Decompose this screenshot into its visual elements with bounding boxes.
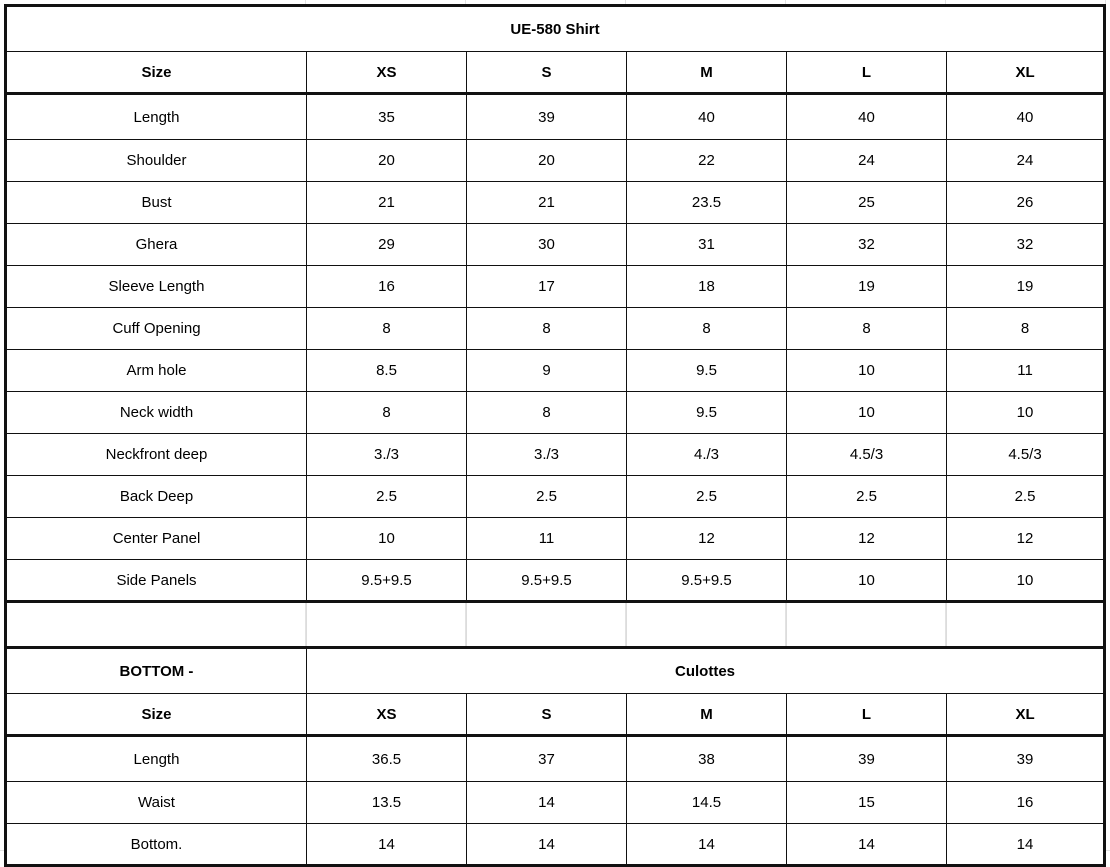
bottom-label: BOTTOM - [6,648,307,694]
measurement-value: 10 [947,560,1105,602]
measurement-value: 16 [947,782,1105,824]
measurement-value: 13.5 [307,782,467,824]
measurement-value: 9.5 [627,392,787,434]
measurement-label: Arm hole [6,350,307,392]
bottom-type: Culottes [307,648,1105,694]
measurement-value: 3./3 [467,434,627,476]
bottom-size-header-row [6,694,1105,736]
measurement-row [6,518,1105,560]
empty-cell [787,602,947,648]
measurement-value: 21 [467,182,627,224]
measurement-value: 8 [467,392,627,434]
measurement-value: 14 [947,824,1105,866]
measurement-value: 40 [627,94,787,140]
measurement-value: 4.5/3 [787,434,947,476]
size-header-cell: M [627,52,787,94]
size-header-row [6,52,1105,94]
measurement-label: Bottom. [6,824,307,866]
measurement-row [6,266,1105,308]
chart-title: UE-580 Shirt [6,6,1105,52]
measurement-row [6,476,1105,518]
measurement-value: 30 [467,224,627,266]
size-chart-sheet [4,4,1106,867]
measurement-value: 9.5+9.5 [467,560,627,602]
measurement-value: 2.5 [307,476,467,518]
measurement-value: 8 [787,308,947,350]
bottom-section [6,648,1105,736]
measurement-value: 14 [627,824,787,866]
measurement-label: Center Panel [6,518,307,560]
measurement-label: Bust [6,182,307,224]
measurement-value: 12 [787,518,947,560]
measurement-value: 2.5 [467,476,627,518]
measurement-value: 9.5 [627,350,787,392]
measurement-value: 21 [307,182,467,224]
empty-cell [947,602,1105,648]
measurement-label: Neckfront deep [6,434,307,476]
measurement-value: 10 [307,518,467,560]
measurement-row [6,224,1105,266]
bottom-measurements [6,736,1105,866]
measurement-value: 31 [627,224,787,266]
measurement-value: 38 [627,736,787,782]
empty-cell [307,602,467,648]
measurement-value: 3./3 [307,434,467,476]
measurement-value: 19 [947,266,1105,308]
measurement-value: 23.5 [627,182,787,224]
measurement-value: 22 [627,140,787,182]
measurement-value: 14 [467,824,627,866]
measurement-value: 10 [947,392,1105,434]
size-header-cell: S [467,52,627,94]
measurement-label: Back Deep [6,476,307,518]
empty-cell [6,602,307,648]
size-header-cell: XL [947,694,1105,736]
measurement-row [6,94,1105,140]
measurement-row [6,308,1105,350]
measurement-value: 17 [467,266,627,308]
measurement-label: Shoulder [6,140,307,182]
measurement-value: 32 [947,224,1105,266]
measurement-value: 19 [787,266,947,308]
measurement-value: 14 [787,824,947,866]
size-header-cell: L [787,52,947,94]
measurement-label: Sleeve Length [6,266,307,308]
measurement-value: 20 [467,140,627,182]
spacer-row [6,602,1105,648]
size-header-label: Size [6,52,307,94]
measurement-label: Side Panels [6,560,307,602]
measurement-value: 26 [947,182,1105,224]
measurement-value: 9.5+9.5 [307,560,467,602]
bottom-title-row [6,648,1105,694]
measurement-value: 11 [467,518,627,560]
measurement-value: 37 [467,736,627,782]
measurement-label: Ghera [6,224,307,266]
measurement-value: 10 [787,350,947,392]
measurement-value: 15 [787,782,947,824]
size-header-cell: XS [307,52,467,94]
measurement-value: 8.5 [307,350,467,392]
measurement-value: 2.5 [947,476,1105,518]
measurement-value: 36.5 [307,736,467,782]
measurement-value: 24 [947,140,1105,182]
measurement-value: 12 [947,518,1105,560]
measurement-value: 39 [787,736,947,782]
size-header-cell: XL [947,52,1105,94]
size-chart-table [4,4,1106,867]
measurement-value: 11 [947,350,1105,392]
measurement-value: 8 [307,308,467,350]
measurement-value: 8 [467,308,627,350]
measurement-value: 2.5 [627,476,787,518]
measurement-row [6,736,1105,782]
measurement-value: 18 [627,266,787,308]
shirt-section [6,6,1105,94]
measurement-value: 35 [307,94,467,140]
measurement-row [6,182,1105,224]
measurement-row [6,560,1105,602]
measurement-value: 29 [307,224,467,266]
measurement-value: 8 [947,308,1105,350]
measurement-label: Neck width [6,392,307,434]
measurement-value: 25 [787,182,947,224]
size-header-label: Size [6,694,307,736]
measurement-label: Waist [6,782,307,824]
title-row [6,6,1105,52]
measurement-value: 16 [307,266,467,308]
measurement-value: 20 [307,140,467,182]
measurement-row [6,350,1105,392]
measurement-row [6,434,1105,476]
size-header-cell: M [627,694,787,736]
measurement-value: 8 [307,392,467,434]
measurement-row [6,140,1105,182]
measurement-value: 14 [307,824,467,866]
empty-cell [467,602,627,648]
empty-cell [627,602,787,648]
measurement-value: 40 [947,94,1105,140]
measurement-value: 8 [627,308,787,350]
measurement-value: 9 [467,350,627,392]
measurement-row [6,392,1105,434]
shirt-measurements [6,94,1105,602]
measurement-value: 14.5 [627,782,787,824]
measurement-value: 14 [467,782,627,824]
measurement-value: 40 [787,94,947,140]
measurement-value: 9.5+9.5 [627,560,787,602]
measurement-value: 4.5/3 [947,434,1105,476]
measurement-value: 10 [787,392,947,434]
measurement-value: 32 [787,224,947,266]
measurement-row [6,782,1105,824]
measurement-value: 39 [467,94,627,140]
size-header-cell: L [787,694,947,736]
measurement-value: 24 [787,140,947,182]
measurement-label: Length [6,94,307,140]
spacer-section [6,602,1105,648]
measurement-label: Length [6,736,307,782]
measurement-value: 39 [947,736,1105,782]
measurement-row [6,824,1105,866]
size-header-cell: S [467,694,627,736]
measurement-value: 2.5 [787,476,947,518]
measurement-value: 4./3 [627,434,787,476]
size-header-cell: XS [307,694,467,736]
measurement-value: 12 [627,518,787,560]
measurement-value: 10 [787,560,947,602]
measurement-label: Cuff Opening [6,308,307,350]
